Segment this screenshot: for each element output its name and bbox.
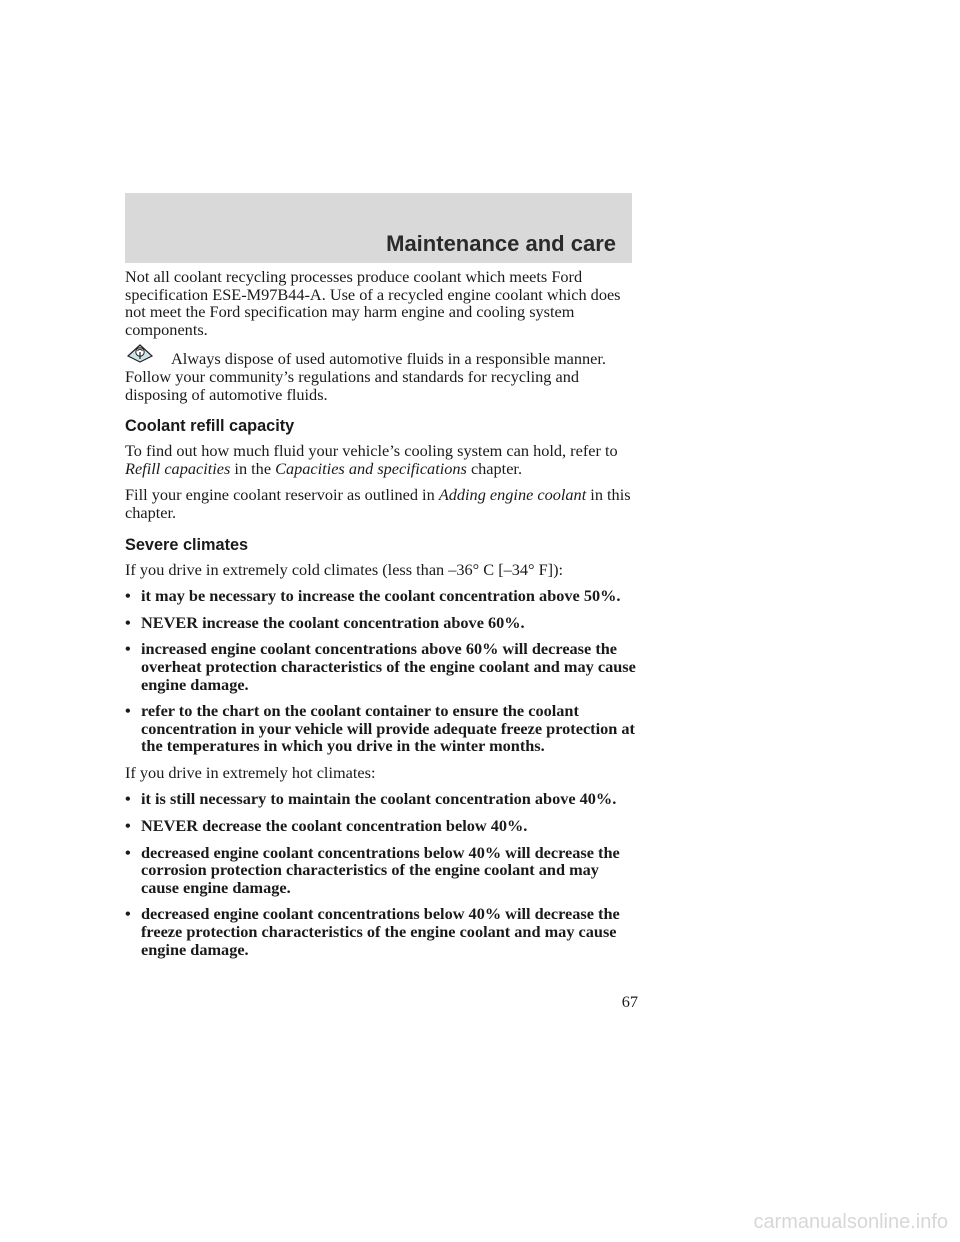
list-item-text: increased engine coolant concentrations above 60% will decrease the overheat protection characteristics of the engine coolant and may cause engine damage. [141,639,636,694]
recycle-note-first-line: Always dispose of used automotive fluids in a responsible manner. [171,349,606,369]
refill-p2-text-b: in this chapter. [125,485,631,522]
list-item [125,614,640,632]
list-item [125,844,640,897]
recycle-tree-icon [125,342,155,364]
list-item [125,702,640,755]
refill-capacities-reference: Refill capacities [125,458,231,478]
refill-p2-text-a: Fill your engine coolant reservoir as outlined in [125,485,435,505]
list-item-text: decreased engine coolant concentrations below 40% will decrease the freeze protection characteristics of the engine coolant and may cause engine damage. [141,904,620,959]
list-item [125,587,640,605]
page-number: 67 [621,992,638,1011]
cold-climate-intro: If you drive in extremely cold climates (less than –36° C [–34° F]): [125,559,564,579]
refill-p1-text-b: in the [234,458,272,478]
hot-climate-intro: If you drive in extremely hot climates: [125,762,376,782]
bullet: • [125,789,131,809]
refill-p1-text-a: To find out how much fluid your vehicle’s cooling system can hold, refer to [125,441,618,461]
bullet: • [125,842,131,862]
footer-watermark-url: carmanualsonline.info [753,1211,948,1233]
list-item-text: it may be necessary to increase the coolant concentration above 50%. [141,586,621,606]
severe-climates-heading: Severe climates [125,535,249,554]
bullet: • [125,904,131,924]
bullet: • [125,639,131,659]
section-header-band [125,193,632,263]
bullet: • [125,586,131,606]
refill-p1-text-c: chapter. [470,458,523,478]
list-item [125,905,640,958]
intro-paragraph: Not all coolant recycling processes produce coolant which meets Ford specification ESE-M97B44-A. Use of a recycled engine coolant which does not meet the Ford specification may harm engine and cooling system components. [125,267,621,339]
list-item-text: decreased engine coolant concentrations below 40% will decrease the corrosion protection characteristics of the engine coolant and may cause engine damage. [141,842,620,897]
recycle-note-rest: Follow your community’s regulations and standards for recycling and disposing of automotive fluids. [125,366,579,404]
list-item [125,790,640,808]
bullet: • [125,816,131,836]
bullet: • [125,701,131,721]
recycle-note-paragraph [125,350,640,403]
hot-climate-list [125,790,640,958]
cold-climate-list [125,587,640,755]
bullet: • [125,612,131,632]
list-item-text: NEVER increase the coolant concentration above 60%. [141,612,525,632]
adding-engine-coolant-reference: Adding engine coolant [438,485,587,505]
section-title: Maintenance and care [386,231,616,256]
refill-paragraph-2 [125,486,640,521]
refill-capacity-heading: Coolant refill capacity [125,417,295,436]
list-item-text: NEVER decrease the coolant concentration below 40%. [141,816,528,836]
page-content [125,268,640,967]
list-item-text: it is still necessary to maintain the coolant concentration above 40%. [141,789,617,809]
capacities-specifications-reference: Capacities and specifications [275,458,467,478]
list-item [125,817,640,835]
list-item-text: refer to the chart on the coolant container to ensure the coolant concentration in your vehicle will provide adequate freeze protection at the temperatures in which you drive in the winter months. [141,701,635,756]
list-item [125,640,640,693]
refill-paragraph-1 [125,442,640,477]
